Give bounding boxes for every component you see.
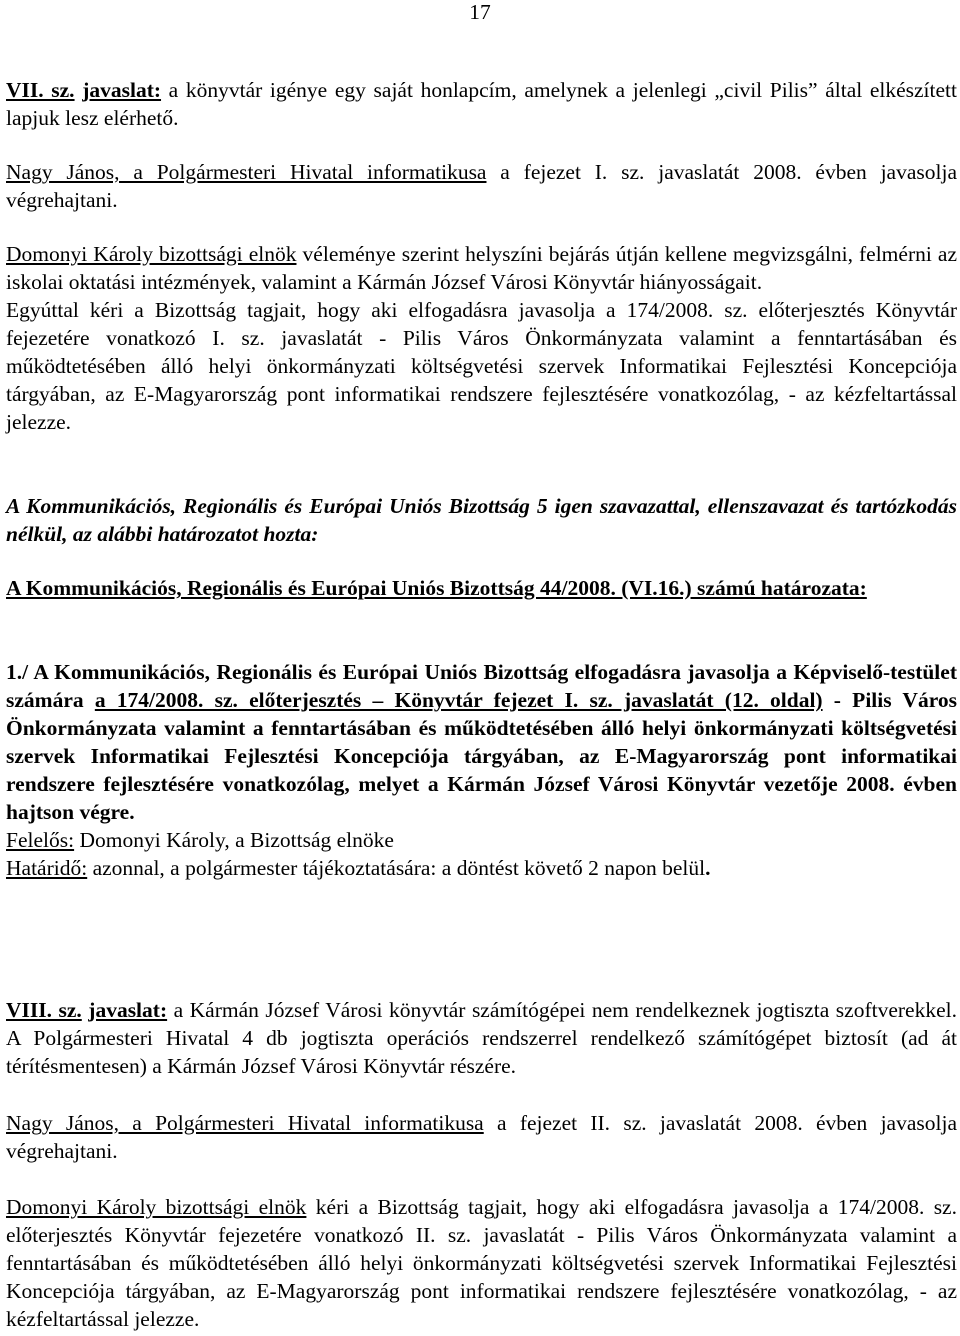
domonyi-statement-1 [6,240,957,436]
proposal-vii-label: javaslat: [82,78,162,102]
statement-text: a fejezet I. sz. javaslatát 2008. évben javasolja végrehajtani. [6,160,957,212]
speaker-nagy-janos: Nagy János, a Polgármesteri Hivatal informatikusa [6,1111,484,1135]
proposal-viii-text: a Kármán József Városi könyvtár számítógépei nem rendelkeznek jogtiszta szoftverekkel. A Polgármesteri Hivatal 4 db jogtiszta operációs rendszerrel rendelkező számítógépet biztosít (ad át térítésmentesen) a Kármán József Városi Könyvtár részére. [6,998,957,1078]
nagy-janos-statement-2 [6,1109,957,1165]
proposal-viii-label: javaslat: [88,998,168,1022]
resolution-intro: 1./ A Kommunikációs, Regionális és Európai Uniós Bizottság elfogadásra javasolja a Képviselő-testület számára [6,660,957,712]
vote-result [6,492,957,548]
responsible-label: Felelős: [6,828,75,852]
domonyi-statement-2 [6,1193,957,1333]
proposal-viii [6,996,957,1080]
page-number: 17 [469,0,491,24]
proposal-vii-number: VII. sz. [6,78,75,102]
deadline-label: Határidő: [6,856,88,880]
speaker-nagy-janos: Nagy János, a Polgármesteri Hivatal informatikusa [6,160,487,184]
speaker-domonyi-karoly: Domonyi Károly bizottsági elnök [6,242,297,266]
vote-result-text: A Kommunikációs, Regionális és Európai Uniós Bizottság 5 igen szavazattal, ellenszavazat és tartózkodás nélkül, az alábbi határozatot hozta: [6,494,957,546]
resolution-body [6,658,957,882]
statement-text: kéri a Bizottság tagjait, hogy aki elfogadásra javasolja a 174/2008. sz. előterjesztés Könyvtár fejezetére vonatkozó II. sz. javaslatát - Pilis Város Önkormányzata valamint a fenntartásában és működtetésében álló helyi önkormányzati költségvetési szervek Informatikai Fejlesztési Koncepciója tárgyában, az E-Magyarország pont informatikai rendszere fejlesztésére vonatkozólag, - az kézfeltartással jelezze. [6,1195,957,1331]
speaker-domonyi-karoly: Domonyi Károly bizottsági elnök [6,1195,307,1219]
deadline-value: azonnal, a polgármester tájékoztatására: a döntést követő 2 napon belül [87,856,706,880]
statement-text: a fejezet II. sz. javaslatát 2008. évben javasolja végrehajtani. [6,1111,957,1163]
proposal-vii-text: a könyvtár igénye egy saját honlapcím, amelynek a jelenlegi „civil Pilis” által elkészített lapjuk lesz elérhető. [6,78,957,130]
resolution-reference: a 174/2008. sz. előterjesztés – Könyvtár fejezet I. sz. javaslatát (12. oldal) [94,688,823,712]
resolution-title [6,574,957,602]
resolution-subject: - Pilis Város Önkormányzata valamint a fenntartásában és működtetésében álló helyi önkormányzati költségvetési szervek Informatikai Fejlesztési Koncepciója tárgyában, az E-Magyarország pont informatikai rendszere fejlesztésére vonatkozólag, melyet a Kármán József Városi Könyvtár vezetője 2008. évben hajtson végre. [6,688,957,824]
proposal-vii [6,76,957,132]
nagy-janos-statement-1 [6,158,957,214]
responsible-value: Domonyi Károly, a Bizottság elnöke [74,828,394,852]
vote-request-text: Egyúttal kéri a Bizottság tagjait, hogy aki elfogadásra javasolja a 174/2008. sz. előterjesztés Könyvtár fejezetére vonatkozó I. sz. javaslatát - Pilis Város Önkormányzata valamint a fenntartásában és működtetésében álló helyi önkormányzati költségvetési szervek Informatikai Fejlesztési Koncepciója tárgyában, az E-Magyarország pont informatikai rendszere fejlesztésére vonatkozólag, - az kézfeltartással jelezze. [6,298,957,434]
deadline-period: . [705,856,711,880]
resolution-title-text: A Kommunikációs, Regionális és Európai Uniós Bizottság 44/2008. (VI.16.) számú határozata: [6,576,867,600]
statement-text: véleménye szerint helyszíni bejárás útján kellene megvizsgálni, felmérni az iskolai oktatási intézmények, valamint a Kármán József Városi Könyvtár hiányosságait. [6,242,957,294]
proposal-viii-number: VIII. sz. [6,998,82,1022]
